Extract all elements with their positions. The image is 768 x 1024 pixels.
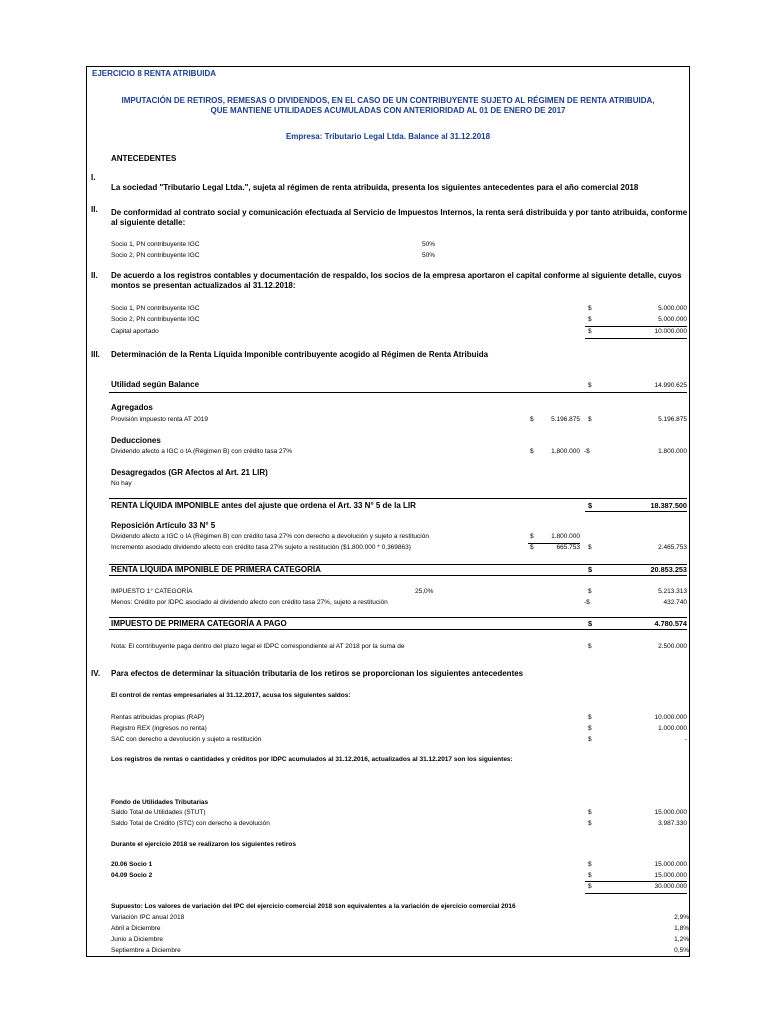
capital-total-label: Capital aportado — [111, 328, 159, 335]
capital-total-rule — [585, 338, 687, 339]
deduccion-currency-2: -$ — [584, 448, 590, 455]
control-item-3-label: SAC con derecho a devolución y sujeto a restitución — [111, 736, 262, 743]
deduccion-value-1: 1.800.000 — [551, 448, 580, 455]
partner-2-pct: 50% — [422, 252, 436, 259]
nota-label: Nota: El contribuyente paga dentro del plazo legal el IDPC correspondiente al AT 2018 por la suma de — [111, 643, 405, 650]
utilidad-rule — [109, 392, 687, 393]
rli-value: 20.853.253 — [650, 565, 687, 574]
retiros-heading: Para efectos de determinar la situación tributaria de los retiros se proporcionan los siguientes antecedentes — [111, 669, 524, 678]
fut-item-2-label: Saldo Total de Crédito (STC) con derecho a devolución — [111, 820, 270, 827]
credito-currency: -$ — [584, 599, 590, 606]
reposicion-value-1: 1.800.000 — [551, 533, 580, 540]
rli-pre-top-rule — [109, 498, 687, 499]
agregado-value-2: 5.196.875 — [658, 416, 687, 423]
retiro-2-value: 15.000.000 — [654, 872, 687, 879]
credito-value: 432.740 — [663, 599, 687, 606]
retiros-subtotal-rule — [585, 881, 687, 882]
deduccion-value-2: 1.800.000 — [658, 448, 687, 455]
fut-item-2-currency: $ — [588, 820, 592, 827]
impuesto-value: 5.213.313 — [658, 588, 687, 595]
reposicion-item-1: Dividendo afecto a IGC o IA (Régimen B) con crédito tasa 27% con derecho a devolución y sujeto a restitución — [111, 533, 429, 540]
reposicion-subtotal-rule — [528, 543, 580, 544]
agregado-item: Provisión impuesto renta AT 2019 — [111, 416, 208, 423]
section-4-number: IV. — [91, 669, 101, 678]
partner-1-label: Socio 1, PN contribuyente IGC — [111, 241, 200, 248]
capital-1-label: Socio 1, PN contribuyente IGC — [111, 305, 200, 312]
deduccion-currency-1: $ — [530, 448, 534, 455]
impuesto-label: IMPUESTO 1° CATEGORÍA — [111, 588, 193, 595]
deducciones-label: Deducciones — [111, 436, 161, 445]
rli-bottom-rule — [109, 575, 687, 576]
rli-pre-bottom-rule — [585, 511, 687, 512]
exercise-title: EJERCICIO 8 RENTA ATRIBUIDA — [92, 69, 217, 78]
capital-1-value: 5.000.000 — [658, 305, 687, 312]
desagregados-label: Desagregados (GR Afectos al Art. 21 LIR) — [111, 468, 268, 477]
control-item-3-currency: $ — [588, 736, 592, 743]
section-1-number: I. — [91, 173, 96, 182]
registros-label: Los registros de rentas o cantidades y créditos por IDPC acumulados al 31.12.2016, actualizados al 31.12.2017 son los siguientes: — [111, 756, 513, 763]
retiro-2-label: 04.09 Socio 2 — [111, 872, 153, 879]
fut-label: Fondo de Utilidades Tributarias — [111, 799, 209, 806]
utilidad-currency: $ — [588, 382, 592, 389]
pago-label: IMPUESTO DE PRIMERA CATEGORÍA A PAGO — [111, 619, 287, 628]
reposicion-item-2: Incremento asociado dividendo afecto con crédito tasa 27% sujeto a restitución ($1.800.000 * 0,369863) — [111, 544, 411, 551]
document-page — [86, 66, 690, 957]
rli-pre-label: RENTA LÍQUIDA IMPONIBLE antes del ajuste que ordena el Art. 33 N° 5 de la LIR — [111, 501, 416, 510]
section-3b-number: III. — [91, 350, 100, 359]
pago-bottom-rule — [109, 629, 687, 630]
antecedentes-heading: ANTECEDENTES — [111, 154, 177, 163]
reposicion-currency-1: $ — [530, 533, 534, 540]
pago-currency: $ — [588, 619, 593, 628]
control-item-1-currency: $ — [588, 714, 592, 721]
control-item-2-value: 1.000.000 — [658, 725, 687, 732]
impuesto-rate: 25,0% — [415, 588, 434, 595]
reposicion-value-2: 665.753 — [556, 544, 580, 551]
retiros-total-rule — [585, 893, 687, 894]
utilidad-label: Utilidad según Balance — [111, 380, 200, 389]
reposicion-currency-3: $ — [588, 544, 592, 551]
fut-item-1-currency: $ — [588, 809, 592, 816]
agregado-currency-2: $ — [588, 416, 592, 423]
capital-total-value: 10.000.000 — [654, 328, 687, 335]
section-2-text-line1: De conformidad al contrato social y comunicación efectuada al Servicio de Impuestos Internos, la renta será distribuida y por tanto atribuida, conforme — [111, 208, 688, 217]
agregados-label: Agregados — [111, 403, 153, 412]
ipc-item-2-label: Abril a Diciembre — [111, 925, 161, 932]
main-title-line2: QUE MANTIENE UTILIDADES ACUMULADAS CON ANTERIORIDAD AL 01 DE ENERO DE 2017 — [210, 106, 566, 115]
credito-label: Menos: Crédito por IDPC asociado al dividendo afecto con crédito tasa 27%, sujeto a restitución — [111, 599, 388, 606]
nota-currency: $ — [588, 643, 592, 650]
rli-currency: $ — [588, 565, 593, 574]
partner-1-pct: 50% — [422, 241, 436, 248]
durante-label: Durante el ejercicio 2018 se realizaron los siguientes retiros — [111, 841, 296, 848]
ipc-item-1-value: 2,9% — [674, 914, 689, 921]
control-item-1-label: Rentas atribuidas propias (RAP) — [111, 714, 205, 721]
section-3-text-line1: De acuerdo a los registros contables y documentación de respaldo, los socios de la empresa aportaron el capital conforme al siguiente detalle, cuyos — [111, 271, 682, 280]
main-title-line1: IMPUTACIÓN DE RETIROS, REMESAS O DIVIDENDOS, EN EL CASO DE UN CONTRIBUYENTE SUJETO AL RÉGIMEN DE RENTA ATRIBUIDA, — [121, 96, 655, 105]
ipc-item-1-label: Variación IPC anual 2018 — [111, 914, 185, 921]
fut-item-2-value: 3.987.330 — [658, 820, 687, 827]
desagregados-item: No hay — [111, 480, 132, 487]
capital-2-currency: $ — [588, 316, 592, 323]
pago-value: 4.780.574 — [654, 619, 687, 628]
supuesto-label: Supuesto: Los valores de variación del IPC del ejercicio comercial 2018 son equivalentes a la variación de ejercicio comercial 2016 — [111, 903, 516, 910]
rli-heading: Determinación de la Renta Líquida Imponible contribuyente acogido al Régimen de Renta Atribuida — [111, 350, 489, 359]
rli-pre-value: 18.387.500 — [650, 501, 687, 510]
ipc-item-4-label: Septiembre a Diciembre — [111, 947, 181, 954]
section-3-text-line2: montos se presentan actualizados al 31.12.2018: — [111, 281, 296, 290]
agregado-value-1: 5.196.875 — [551, 416, 580, 423]
section-1-text: La sociedad "Tributario Legal Ltda.", sujeta al régimen de renta atribuida, presenta los siguientes antecedentes para el año comercial 2018 — [111, 183, 639, 192]
control-item-2-label: Registro REX (ingresos no renta) — [111, 725, 207, 732]
agregado-currency-1: $ — [530, 416, 534, 423]
retiro-1-currency: $ — [588, 861, 592, 868]
rli-pre-currency: $ — [588, 501, 593, 510]
capital-2-value: 5.000.000 — [658, 316, 687, 323]
pago-top-rule — [109, 617, 687, 618]
capital-2-label: Socio 2, PN contribuyente IGC — [111, 316, 200, 323]
partner-2-label: Socio 2, PN contribuyente IGC — [111, 252, 200, 259]
utilidad-value: 14.990.625 — [654, 382, 687, 389]
control-item-3-value: - — [684, 736, 687, 743]
ipc-item-3-value: 1,2% — [674, 936, 689, 943]
fut-item-1-label: Saldo Total de Utilidades (STUT) — [111, 809, 206, 816]
section-3-number: II. — [91, 271, 98, 280]
impuesto-currency: $ — [588, 588, 592, 595]
deduccion-item: Dividendo afecto a IGC o IA (Régimen B) con crédito tasa 27% — [111, 448, 293, 455]
rli-label: RENTA LÍQUIDA IMPONIBLE DE PRIMERA CATEGORÍA — [111, 565, 321, 574]
ipc-item-4-value: 0,5% — [674, 947, 689, 954]
capital-subtotal-rule — [585, 326, 687, 327]
retiro-2-currency: $ — [588, 872, 592, 879]
control-item-2-currency: $ — [588, 725, 592, 732]
reposicion-label: Reposición Artículo 33 N° 5 — [111, 521, 216, 530]
ipc-item-2-value: 1,8% — [674, 925, 689, 932]
ipc-item-3-label: Junio a Diciembre — [111, 936, 164, 943]
fut-item-1-value: 15.000.000 — [654, 809, 687, 816]
retiro-1-label: 20.06 Socio 1 — [111, 861, 153, 868]
section-2-text-line2: al siguiente detalle: — [111, 218, 186, 227]
section-2-number: II. — [91, 205, 98, 214]
nota-value: 2.500.000 — [658, 643, 687, 650]
retiros-total-value: 30.000.000 — [654, 883, 687, 890]
capital-total-currency: $ — [588, 328, 592, 335]
reposicion-currency-2: $ — [530, 544, 534, 551]
control-item-1-value: 10.000.000 — [654, 714, 687, 721]
capital-1-currency: $ — [588, 305, 592, 312]
reposicion-value-3: 2.465.753 — [658, 544, 687, 551]
retiros-total-currency: $ — [588, 883, 592, 890]
company-line: Empresa: Tributario Legal Ltda. Balance al 31.12.2018 — [285, 132, 491, 141]
control-label: El control de rentas empresariales al 31.12.2017, acusa los siguientes saldos: — [111, 692, 351, 699]
retiro-1-value: 15.000.000 — [654, 861, 687, 868]
